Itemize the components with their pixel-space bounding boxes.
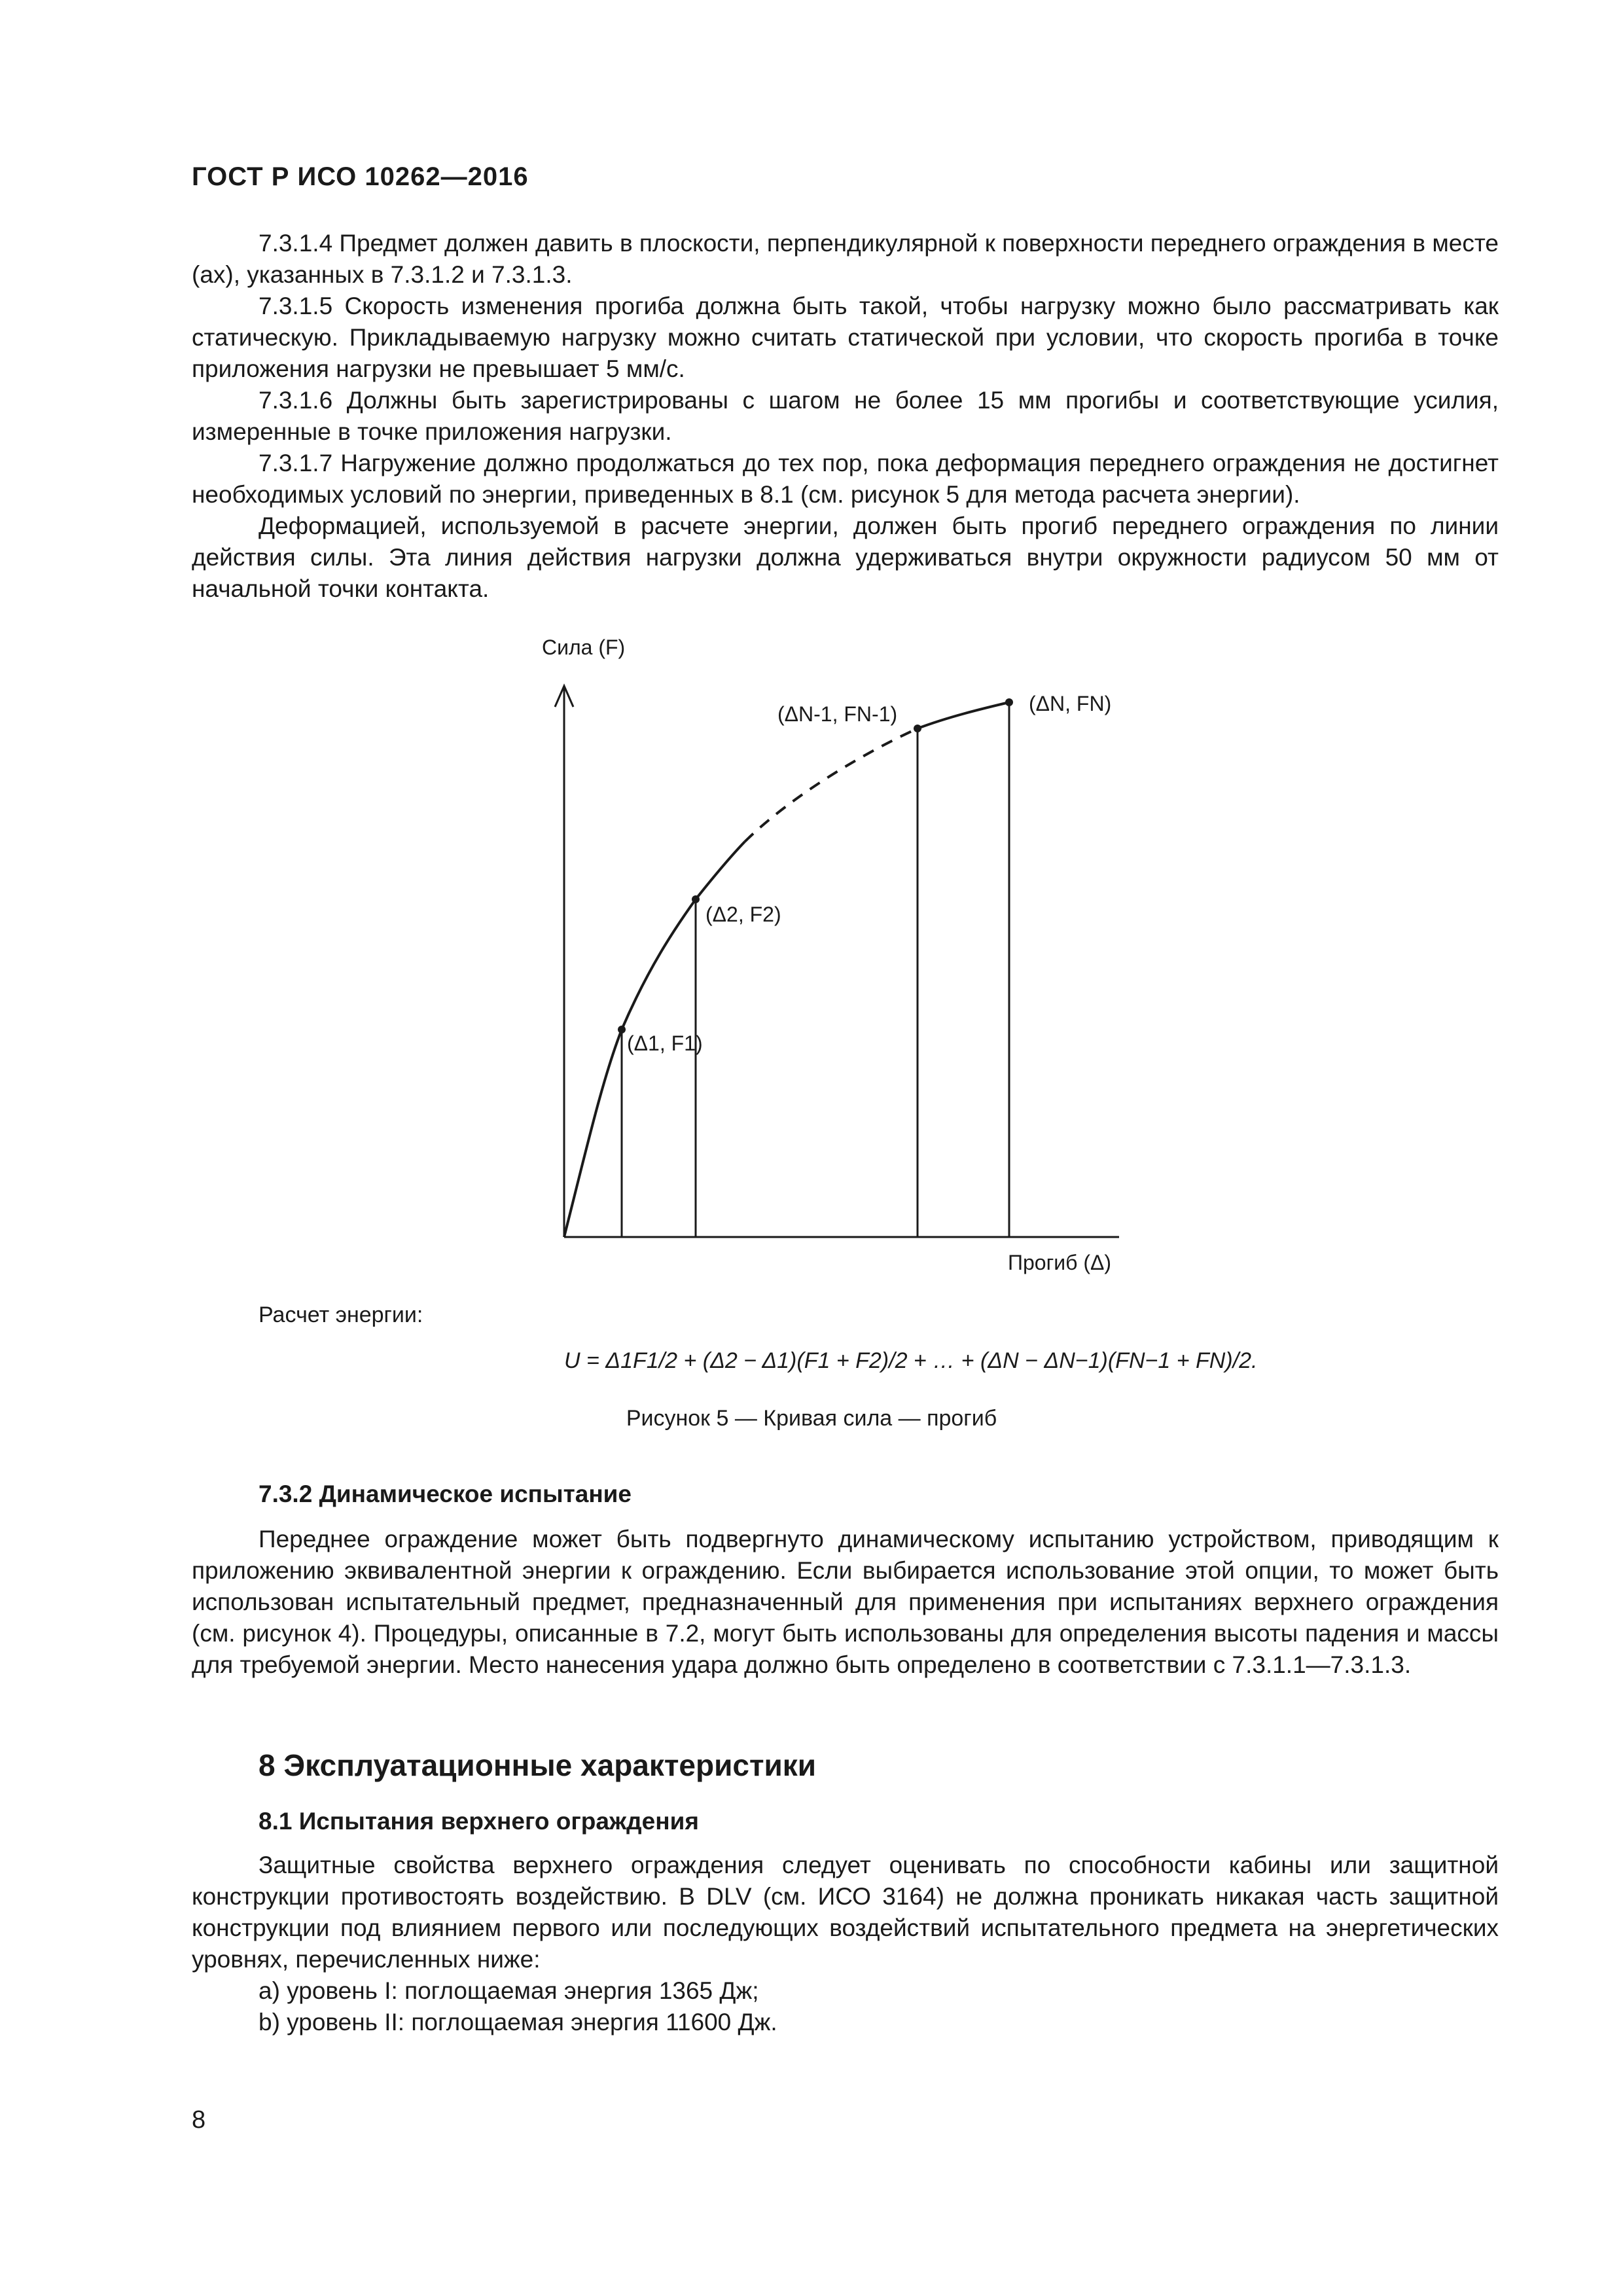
section-7-3-2-title: 7.3.2 Динамическое испытание — [259, 1480, 632, 1507]
list-item: a) уровень I: поглощаемая энергия 1365 Дж; — [259, 1977, 759, 2004]
point-n-1 — [914, 725, 921, 732]
section-8-1-title: 8.1 Испытания верхнего ограждения — [259, 1808, 699, 1835]
x-axis-label: Прогиб (Δ) — [1008, 1251, 1112, 1274]
point-1 — [618, 1026, 626, 1033]
curve-dashed-segment — [745, 728, 918, 842]
point-n — [1005, 698, 1013, 706]
paragraph-7-3-1-4: 7.3.1.4 Предмет должен давить в плоскости, перпендикулярной к поверхности переднего ограждения в месте (ах), указанных в 7.3.1.2 и 7.3.1.3. — [192, 230, 1499, 288]
point-n-1-label: (ΔN-1, FN-1) — [777, 702, 898, 726]
energy-calc-label: Расчет энергии: — [259, 1302, 423, 1327]
section-7-3-2-body — [192, 1524, 1499, 1681]
paragraph-7-3-1-6: 7.3.1.6 Должны быть зарегистрированы с шагом не более 15 мм прогибы и соответствующие усилия, измеренные в точке приложения нагрузки. — [192, 387, 1499, 445]
document-header: ГОСТ Р ИСО 10262—2016 — [192, 162, 529, 191]
energy-formula: U = Δ1F1/2 + (Δ2 − Δ1)(F1 + F2)/2 + … + (ΔN − ΔN−1)(FN−1 + FN)/2. — [564, 1348, 1258, 1373]
paragraph-7-3-1-5: 7.3.1.5 Скорость изменения прогиба должна быть такой, чтобы нагрузку можно было рассматривать как статическую. Прикладываемую нагрузку можно считать статической при условии, что скорость прогиба в точке приложения нагрузки не превышает 5 мм/с. — [192, 293, 1499, 382]
list-item: b) уровень II: поглощаемая энергия 11600 Дж. — [259, 2009, 777, 2036]
section-8-1-text: Защитные свойства верхнего ограждения следует оценивать по способности кабины или защитной конструкции противостоять воздействию. В DLV (см. ИСО 3164) не должна проникать никакая часть защитной конструкции под влиянием первого или последующих воздействий испытательного предмета на энергетических уровнях, перечисленных ниже: — [192, 1852, 1499, 1973]
section-7-3-2-text: Переднее ограждение может быть подвергнуто динамическому испытанию устройством, приводящим к приложению эквивалентной энергии к ограждению. Если выбирается использование этой опции, то может быть использован испытательный предмет, предназначенный для применения при испытаниях верхнего ограждения (см. рисунок 4). Процедуры, описанные в 7.2, могут быть использованы для определения высоты падения и массы для требуемой энергии. Место нанесения удара должно быть определено в соответствии с 7.3.1.1—7.3.1.3. — [192, 1526, 1499, 1678]
point-2 — [692, 895, 700, 903]
energy-level-list — [192, 1975, 1499, 2038]
point-1-label: (Δ1, F1) — [627, 1031, 703, 1055]
point-2-label: (Δ2, F2) — [705, 903, 781, 926]
point-n-label: (ΔN, FN) — [1029, 692, 1112, 715]
curve-final-segment — [918, 702, 1009, 728]
y-axis-label: Сила (F) — [542, 636, 626, 659]
figure-caption: Рисунок 5 — Кривая сила — прогиб — [626, 1406, 997, 1431]
paragraph-7-3-1-7: 7.3.1.7 Нагружение должно продолжаться до тех пор, пока деформация переднего ограждения не достигнет необходимых условий по энергии, приведенных в 8.1 (см. рисунок 5 для метода расчета энергии). — [192, 450, 1499, 508]
section-8-title: 8 Эксплуатационные характеристики — [259, 1748, 817, 1782]
paragraph-deformation: Деформацией, используемой в расчете энергии, должен быть прогиб переднего ограждения по линии действия силы. Эта линия действия нагрузки должна удерживаться внутри окружности радиусом 50 мм от начальной точки контакта. — [192, 512, 1499, 602]
section-8-1-body — [192, 1850, 1499, 1975]
page-number: 8 — [192, 2106, 206, 2134]
